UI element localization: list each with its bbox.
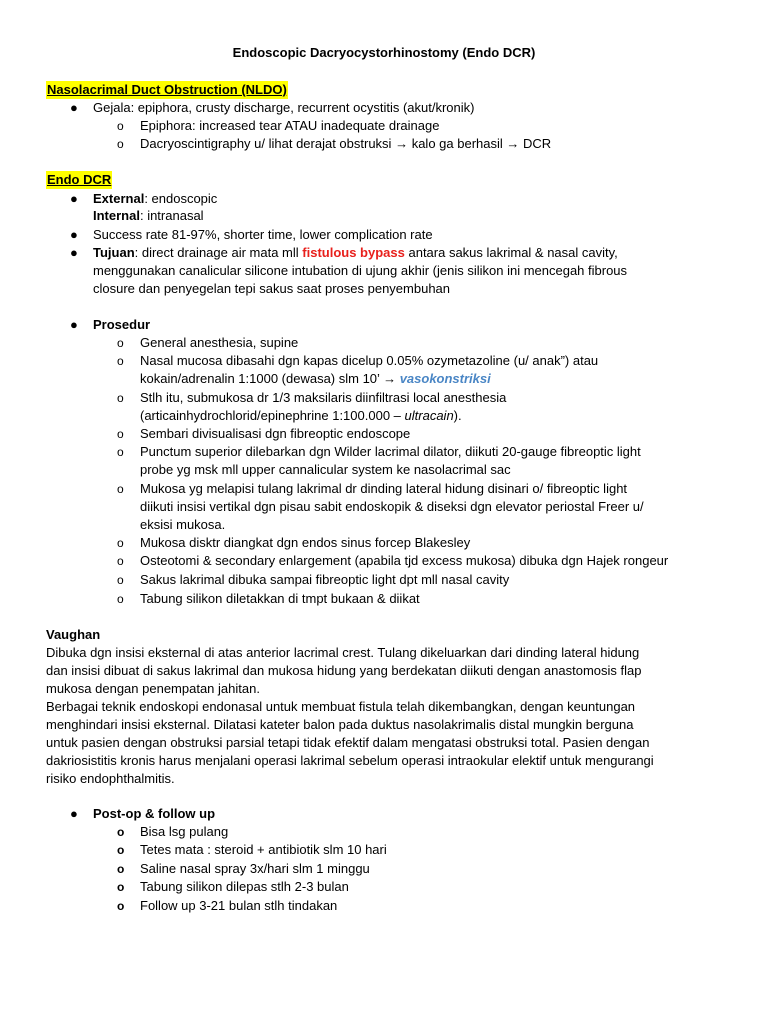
endo-external	[93, 190, 217, 208]
prosedur-item: Mukosa disktr diangkat dgn endos sinus forcep Blakesley	[140, 535, 471, 550]
nldo-sub2-a: Dacryoscintigraphy u/ lihat derajat obstruksi	[140, 136, 392, 151]
arrow-icon: →	[383, 371, 397, 386]
sub-bullet-icon: o	[117, 137, 124, 151]
ultracain-text: ultracain	[404, 408, 454, 423]
tujuan-highlight: fistulous bypass	[302, 245, 405, 260]
endo-success: Success rate 81-97%, shorter time, lower complication rate	[93, 227, 433, 242]
prosedur-item: Osteotomi & secondary enlargement (apabila tjd excess mukosa) dibuka dgn Hajek rongeur	[140, 553, 669, 568]
vaughan-line: untuk pasien dengan obstruksi parsial tetapi tidak efektif dalam mengatasi obstruksi total. Pasien dengan	[46, 735, 650, 750]
prosedur-item: Sembari divisualisasi dgn fibreoptic endoscope	[140, 426, 411, 441]
vaughan-line: menghindari insisi eksternal. Dilatasi kateter balon pada duktus nasolakrimalis distal mungkin berguna	[46, 717, 634, 732]
internal-text: : intranasal	[139, 208, 204, 223]
sub-bullet-icon: o	[117, 862, 125, 876]
external-label: External	[93, 191, 145, 206]
tujuan-line3: closure dan penyegelan tepi sakus saat proses penyembuhan	[93, 281, 451, 296]
vaughan-line: dakriosistitis kronis harus menjalani operasi lakrimal sebelum operasi intraokular elektif untuk mengurangi	[46, 753, 654, 768]
sub-bullet-icon: o	[117, 573, 124, 587]
sub-bullet-icon: o	[117, 880, 125, 894]
sub-bullet-icon: o	[117, 427, 124, 441]
prosedur-item: Punctum superior dilebarkan dgn Wilder lacrimal dilator, diikuti 20-gauge fibreoptic light	[140, 444, 641, 459]
prosedur-item-text: kokain/adrenalin 1:1000 (dewasa) slm 10’	[140, 371, 380, 386]
nldo-sub2-b: kalo ga berhasil	[411, 136, 503, 151]
prosedur-item-cont	[140, 407, 462, 425]
sub-bullet-icon: o	[117, 825, 125, 839]
nldo-sub1: Epiphora: increased tear ATAU inadequate drainage	[140, 118, 440, 133]
arrow-icon: →	[506, 136, 520, 151]
prosedur-item: Tabung silikon diletakkan di tmpt bukaan & diikat	[140, 591, 420, 606]
bullet-icon: ●	[70, 806, 78, 821]
vasokonstriksi-text: vasokonstriksi	[399, 371, 491, 386]
internal-label: Internal	[93, 208, 140, 223]
prosedur-item: General anesthesia, supine	[140, 335, 299, 350]
prosedur-item-cont: eksisi mukosa.	[140, 517, 226, 532]
nldo-sub2-c: DCR	[523, 136, 552, 151]
sub-bullet-icon: o	[117, 536, 124, 550]
prosedur-item-cont: diikuti insisi vertikal dgn pisau sabit endoskopik & diseksi dgn elevator periostal Freer u/	[140, 499, 644, 514]
tujuan-a: : direct drainage air mata mll	[134, 245, 299, 260]
prosedur-item: Stlh itu, submukosa dr 1/3 maksilaris diinfiltrasi local anesthesia	[140, 390, 507, 405]
endo-tujuan	[93, 244, 618, 262]
sub-bullet-icon: o	[117, 899, 125, 913]
vaughan-line: mukosa dengan penempatan jahitan.	[46, 681, 260, 696]
sub-bullet-icon: o	[117, 482, 124, 496]
nldo-heading: Nasolacrimal Duct Obstruction (NLDO)	[47, 82, 287, 97]
vaughan-line: dan insisi dibuat di sakus lakrimal dan mukosa hidung yang berdekatan diikuti dengan anastomosis flap	[46, 663, 642, 678]
document-title: Endoscopic Dacryocystorhinostomy (Endo DCR)	[232, 45, 536, 60]
sub-bullet-icon: o	[117, 445, 124, 459]
bullet-icon: ●	[70, 245, 78, 260]
bullet-icon: ●	[70, 100, 78, 115]
prosedur-item-end: ).	[453, 408, 462, 423]
nldo-gejala: Gejala: epiphora, crusty discharge, recurrent ocystitis (akut/kronik)	[93, 100, 475, 115]
sub-bullet-icon: o	[117, 391, 124, 405]
endo-internal	[93, 207, 204, 225]
vaughan-line: Dibuka dgn insisi eksternal di atas anterior lacrimal crest. Tulang dikeluarkan dari dinding lateral hidung	[46, 645, 640, 660]
vaughan-line: risiko endophthalmitis.	[46, 771, 175, 786]
vaughan-line: Berbagai teknik endoskopi endonasal untuk membuat fistula telah dikembangkan, dengan keuntungan	[46, 699, 636, 714]
prosedur-item-cont: probe yg msk mll upper cannalicular system ke nasolacrimal sac	[140, 462, 511, 477]
bullet-icon: ●	[70, 317, 78, 332]
prosedur-item-cont	[140, 370, 491, 388]
prosedur-item: Sakus lakrimal dibuka sampai fibreoptic light dpt mll nasal cavity	[140, 572, 510, 587]
sub-bullet-icon: o	[117, 336, 124, 350]
tujuan-label: Tujuan	[93, 245, 135, 260]
postop-label: Post-op & follow up	[93, 806, 216, 821]
prosedur-item: Mukosa yg melapisi tulang lakrimal dr dinding lateral hidung disinari o/ fibreoptic light	[140, 481, 628, 496]
vaughan-heading: Vaughan	[46, 627, 101, 642]
nldo-sub2	[140, 135, 551, 153]
external-text: : endoscopic	[144, 191, 218, 206]
bullet-icon: ●	[70, 191, 78, 206]
endo-dcr-heading: Endo DCR	[47, 172, 112, 187]
tujuan-b: antara sakus lakrimal & nasal cavity,	[408, 245, 618, 260]
bullet-icon: ●	[70, 227, 78, 242]
sub-bullet-icon: o	[117, 119, 124, 133]
prosedur-label: Prosedur	[93, 317, 151, 332]
sub-bullet-icon: o	[117, 843, 125, 857]
arrow-icon: →	[395, 136, 409, 151]
postop-item: Tabung silikon dilepas stlh 2-3 bulan	[140, 879, 349, 894]
postop-item: Saline nasal spray 3x/hari slm 1 minggu	[140, 861, 370, 876]
postop-item: Follow up 3-21 bulan stlh tindakan	[140, 898, 338, 913]
postop-item: Tetes mata : steroid + antibiotik slm 10 hari	[140, 842, 387, 857]
prosedur-item: Nasal mucosa dibasahi dgn kapas dicelup 0.05% ozymetazoline (u/ anak”) atau	[140, 353, 599, 368]
prosedur-item-text: (articainhydrochlorid/epinephrine 1:100.000 –	[140, 408, 401, 423]
sub-bullet-icon: o	[117, 354, 124, 368]
sub-bullet-icon: o	[117, 592, 124, 606]
sub-bullet-icon: o	[117, 554, 124, 568]
postop-item: Bisa lsg pulang	[140, 824, 229, 839]
tujuan-line2: menggunakan canalicular silicone intubation di ujung akhir (jenis silikon ini mencegah fibrous	[93, 263, 628, 278]
